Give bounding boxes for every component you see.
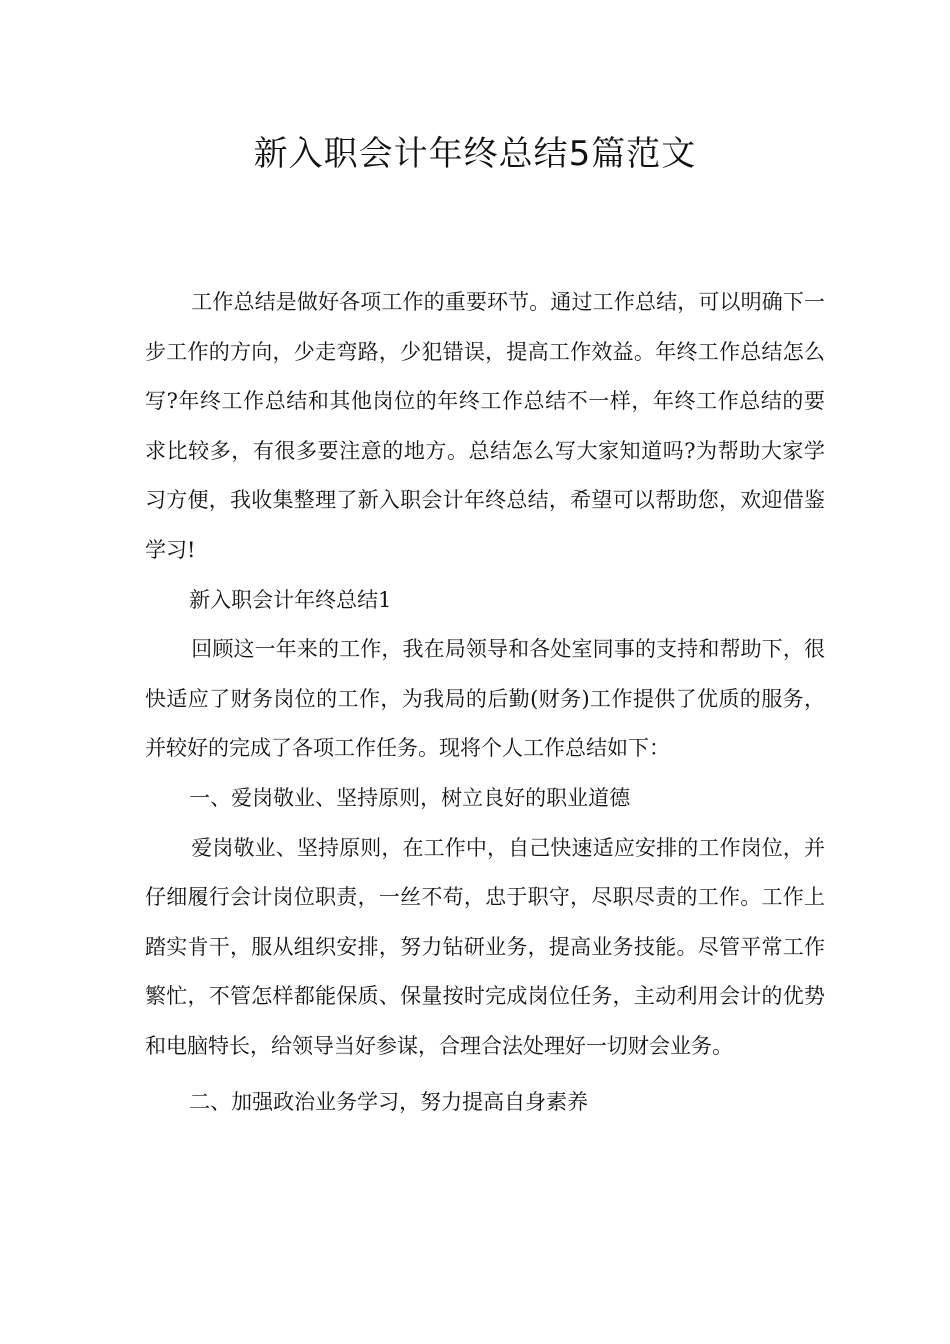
section-title-1: 新入职会计年终总结1 xyxy=(189,587,392,612)
document-body xyxy=(145,278,825,1127)
intro-paragraph: 工作总结是做好各项工作的重要环节。通过工作总结，可以明确下一步工作的方向，少走弯路，少犯错误，提高工作效益。年终工作总结怎么写?年终工作总结和其他岗位的年终工作总结不一样，年终工作总结的要求比较多，有很多要注意的地方。总结怎么写大家知道吗?为帮助大家学习方便，我收集整理了新入职会计年终总结，希望可以帮助您，欢迎借鉴学习! xyxy=(145,290,825,562)
dedication-paragraph: 爱岗敬业、坚持原则，在工作中，自己快速适应安排的工作岗位，并仔细履行会计岗位职责，一丝不苟，忠于职守，尽职尽责的工作。工作上踏实肯干，服从组织安排，努力钻研业务，提高业务技能。尽管平常工作繁忙，不管怎样都能保质、保量按时完成岗位任务，主动利用会计的优势和电脑特长，给领导当好参谋，合理合法处理好一切财会业务。 xyxy=(145,835,825,1058)
section-heading-1: 一、爱岗敬业、坚持原则，树立良好的职业道德 xyxy=(189,785,631,810)
section-heading-2: 二、加强政治业务学习，努力提高自身素养 xyxy=(189,1089,589,1114)
review-paragraph: 回顾这一年来的工作，我在局领导和各处室同事的支持和帮助下，很快适应了财务岗位的工作，为我局的后勤(财务)工作提供了优质的服务，并较好的完成了各项工作任务。现将个人工作总结如下： xyxy=(145,637,825,761)
document-title: 新入职会计年终总结5篇范文 xyxy=(253,134,697,174)
